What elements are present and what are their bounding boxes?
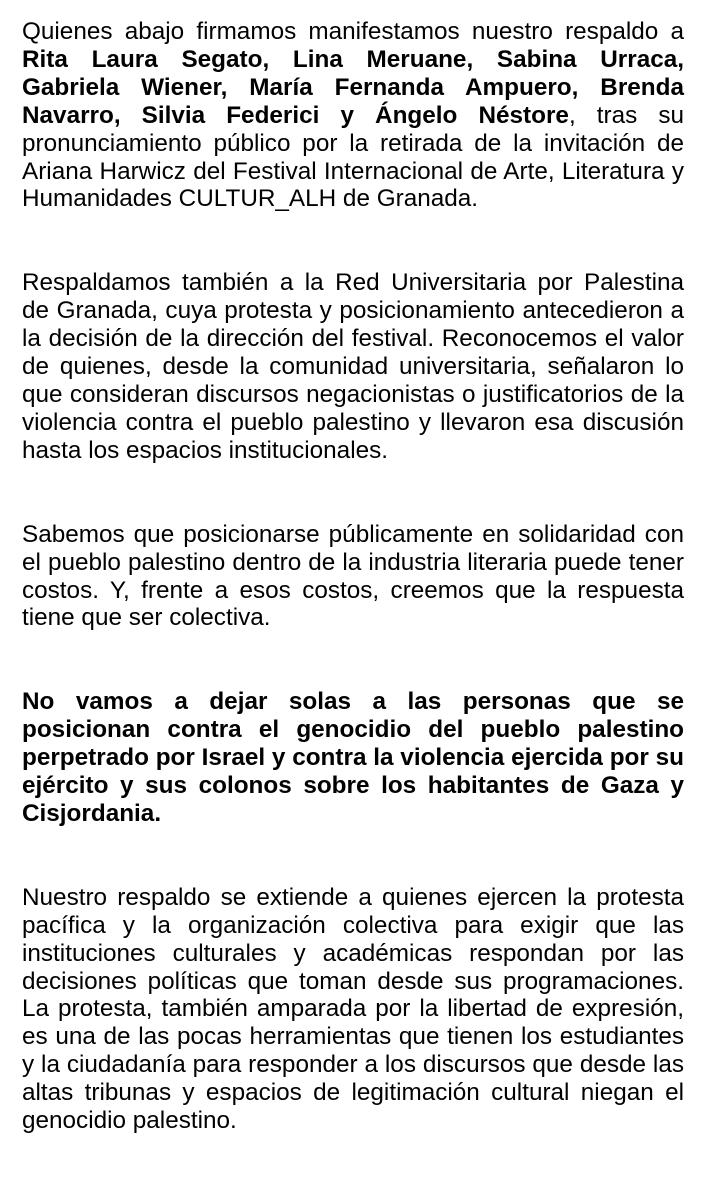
paragraph-collective-response: Sabemos que posicionarse públicamente en solidaridad con el pueblo palestino dentro de la industria literaria puede tener costos. Y, frente a esos costos, creemos que la respuesta tiene que ser colectiva. <box>22 520 684 632</box>
paragraph-university-network: Respaldamos también a la Red Universitaria por Palestina de Granada, cuya protesta y posicionamiento antecedieron a la decisión de la dirección del festival. Reconocemos el valor de quienes, desde la comunidad universitaria, señalaron lo que consideran discursos negacionistas o justificatorios de la violencia contra el pueblo palestino y llevaron esa discusión hasta los espacios institucionales. <box>22 269 684 464</box>
paragraph-intro-text: Quienes abajo firmamos manifestamos nuestro respaldo a <box>22 18 684 45</box>
paragraph-rest-text: , tras su pronunciamiento público por la retirada de la invitación de Ariana Harwicz del Festival Internacional de Arte, Literatura y Humanidades CULTUR_ALH de Granada. <box>22 101 684 213</box>
statement-document <box>22 18 684 1135</box>
paragraph-peaceful-protest: Nuestro respaldo se extiende a quienes ejercen la protesta pacífica y la organización colectiva para exigir que las instituciones culturales y académicas respondan por las decisiones políticas que toman desde sus programaciones. La protesta, también amparada por la libertad de expresión, es una de las pocas herramientas que tienen los estudiantes y la ciudadanía para responder a los discursos que desde las altas tribunas y espacios de legitimación cultural niegan el genocidio palestino. <box>22 883 684 1135</box>
supported-names: Rita Laura Segato, Lina Meruane, Sabina Urraca, Gabriela Wiener, María Fernanda Ampuero, Brenda Navarro, Silvia Federici y Ángelo Néstore <box>22 45 684 129</box>
paragraph-support-signatories <box>22 18 684 213</box>
paragraph-solidarity-statement: No vamos a dejar solas a las personas que se posicionan contra el genocidio del pueblo palestino perpetrado por Israel y contra la violencia ejercida por su ejército y sus colonos sobre los habitantes de Gaza y Cisjordania. <box>22 688 684 827</box>
